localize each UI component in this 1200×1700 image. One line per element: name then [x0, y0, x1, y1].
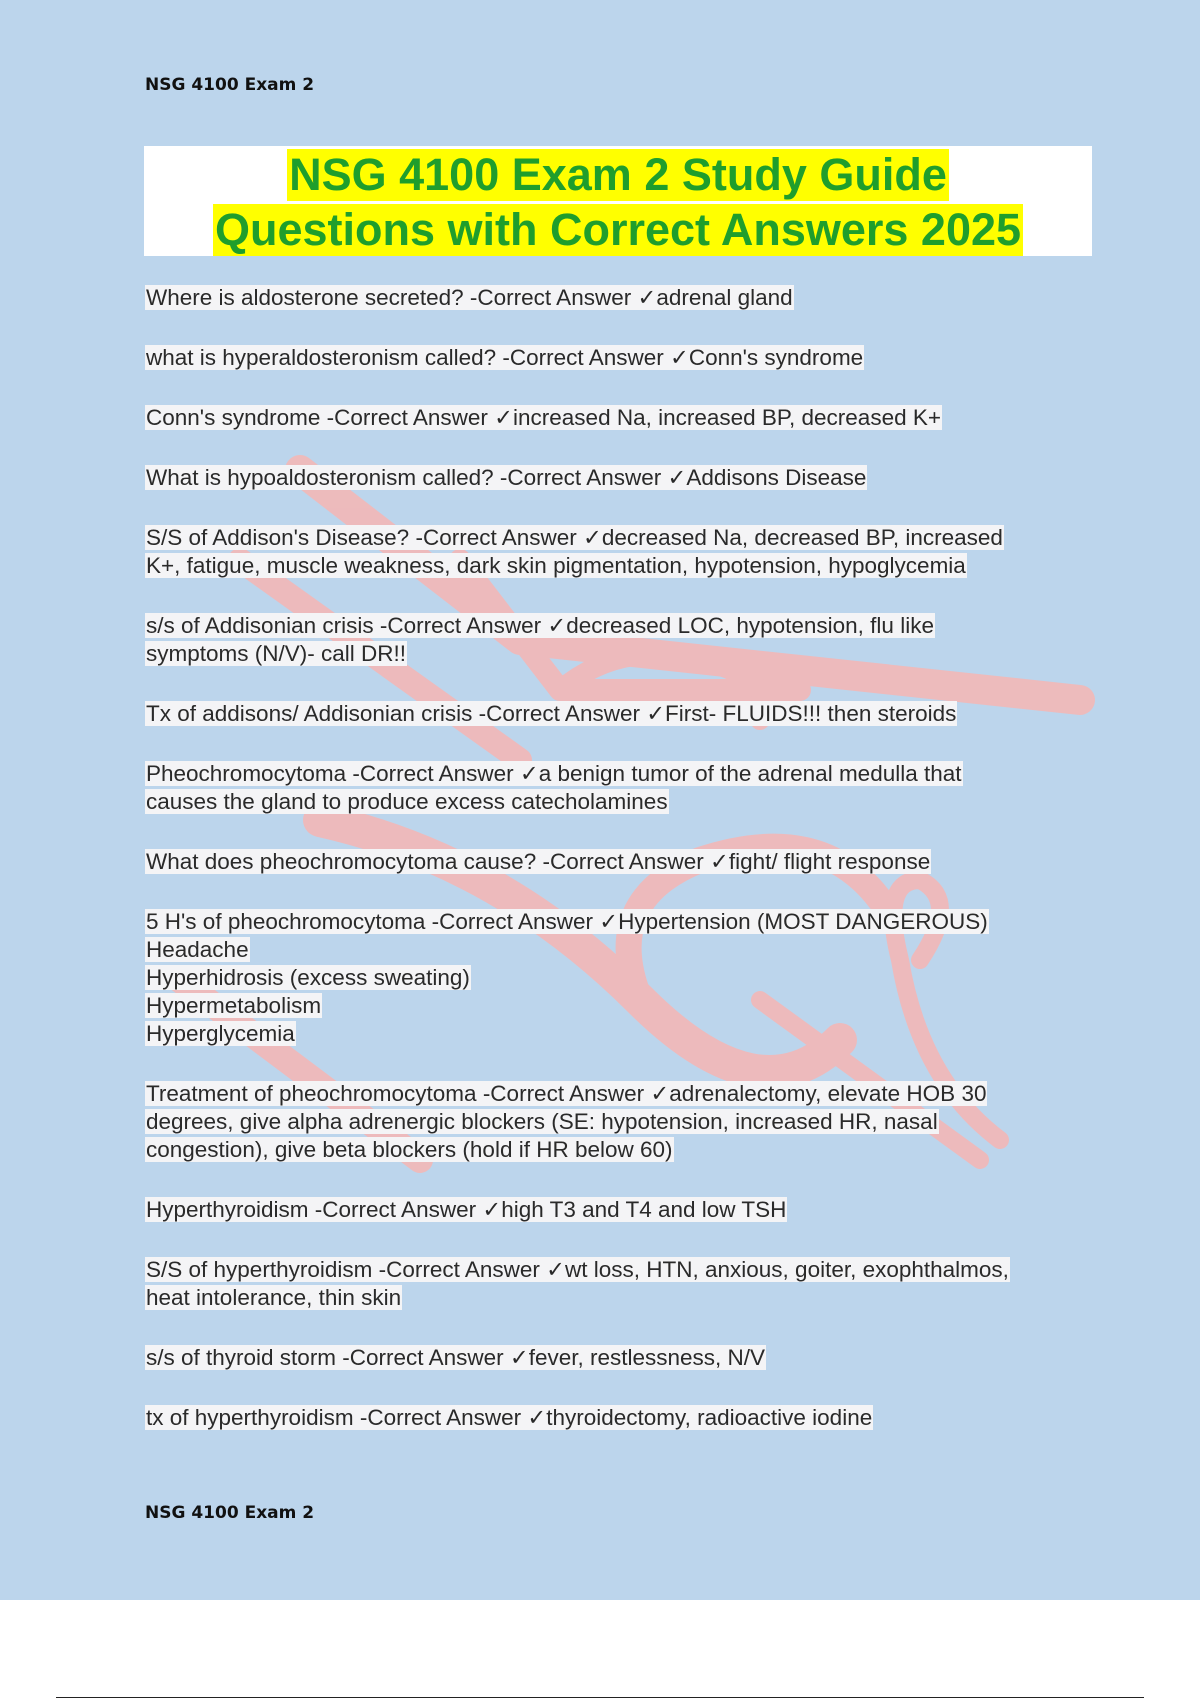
- qa-line: [145, 552, 1085, 580]
- qa-line: [145, 1196, 1085, 1224]
- qa-text: Treatment of pheochromocytoma -Correct Answer ✓adrenalectomy, elevate HOB 30: [146, 1081, 987, 1106]
- qa-line: [145, 1256, 1085, 1284]
- qa-item: [145, 1404, 1085, 1432]
- qa-text: What is hypoaldosteronism called? -Correct Answer ✓Addisons Disease: [146, 465, 867, 490]
- qa-line: [145, 1136, 1085, 1164]
- qa-item: [145, 1080, 1085, 1164]
- qa-text: Pheochromocytoma -Correct Answer ✓a benign tumor of the adrenal medulla that: [146, 761, 962, 786]
- qa-item: [145, 760, 1085, 816]
- qa-line: [145, 344, 1085, 372]
- qa-text: What does pheochromocytoma cause? -Correct Answer ✓fight/ flight response: [146, 849, 931, 874]
- qa-text: Hyperhidrosis (excess sweating): [146, 965, 470, 990]
- title-line-1: NSG 4100 Exam 2 Study Guide: [289, 149, 947, 200]
- qa-item: [145, 908, 1085, 1048]
- qa-line: [145, 964, 1085, 992]
- qa-text: heat intolerance, thin skin: [146, 1285, 402, 1310]
- qa-text: causes the gland to produce excess catecholamines: [146, 789, 668, 814]
- qa-text: tx of hyperthyroidism -Correct Answer ✓thyroidectomy, radioactive iodine: [146, 1405, 873, 1430]
- qa-item: [145, 464, 1085, 492]
- qa-text: what is hyperaldosteronism called? -Correct Answer ✓Conn's syndrome: [146, 345, 864, 370]
- qa-text: Hyperglycemia: [146, 1021, 295, 1046]
- qa-line: [145, 908, 1085, 936]
- qa-line: [145, 524, 1085, 552]
- document-title: [144, 146, 1092, 256]
- qa-text: Hyperthyroidism -Correct Answer ✓high T3 and T4 and low TSH: [146, 1197, 787, 1222]
- qa-item: [145, 848, 1085, 876]
- qa-text: K+, fatigue, muscle weakness, dark skin pigmentation, hypotension, hypoglycemia: [146, 553, 966, 578]
- qa-text: S/S of hyperthyroidism -Correct Answer ✓wt loss, HTN, anxious, goiter, exophthalmos,: [146, 1257, 1009, 1282]
- qa-text: s/s of thyroid storm -Correct Answer ✓fever, restlessness, N/V: [146, 1345, 766, 1370]
- qa-line: [145, 936, 1085, 964]
- qa-text: Hypermetabolism: [146, 993, 322, 1018]
- qa-line: [145, 404, 1085, 432]
- qa-text: Headache: [146, 937, 249, 962]
- qa-line: [145, 1020, 1085, 1048]
- qa-line: [145, 788, 1085, 816]
- qa-list: [145, 284, 1085, 1464]
- qa-text: Tx of addisons/ Addisonian crisis -Correct Answer ✓First- FLUIDS!!! then steroids: [146, 701, 957, 726]
- qa-line: [145, 612, 1085, 640]
- qa-line: [145, 1404, 1085, 1432]
- qa-line: [145, 464, 1085, 492]
- qa-line: [145, 1344, 1085, 1372]
- qa-item: [145, 1344, 1085, 1372]
- page-divider: [56, 1697, 1144, 1698]
- qa-item: [145, 404, 1085, 432]
- title-line-2: Questions with Correct Answers 2025: [214, 204, 1022, 255]
- qa-text: s/s of Addisonian crisis -Correct Answer ✓decreased LOC, hypotension, flu like: [146, 613, 934, 638]
- qa-item: [145, 700, 1085, 728]
- qa-text: Where is aldosterone secreted? -Correct Answer ✓adrenal gland: [146, 285, 793, 310]
- qa-text: S/S of Addison's Disease? -Correct Answer ✓decreased Na, decreased BP, increased: [146, 525, 1003, 550]
- qa-text: congestion), give beta blockers (hold if HR below 60): [146, 1137, 673, 1162]
- qa-line: [145, 1080, 1085, 1108]
- qa-item: [145, 612, 1085, 668]
- qa-line: [145, 284, 1085, 312]
- running-footer: NSG 4100 Exam 2: [145, 1503, 315, 1523]
- qa-text: 5 H's of pheochromocytoma -Correct Answer ✓Hypertension (MOST DANGEROUS): [146, 909, 988, 934]
- qa-line: [145, 848, 1085, 876]
- qa-item: [145, 524, 1085, 580]
- qa-line: [145, 640, 1085, 668]
- qa-text: symptoms (N/V)- call DR!!: [146, 641, 407, 666]
- qa-item: [145, 1196, 1085, 1224]
- running-header: NSG 4100 Exam 2: [145, 75, 315, 95]
- qa-line: [145, 760, 1085, 788]
- qa-item: [145, 344, 1085, 372]
- qa-item: [145, 1256, 1085, 1312]
- qa-line: [145, 992, 1085, 1020]
- qa-line: [145, 700, 1085, 728]
- qa-text: Conn's syndrome -Correct Answer ✓increased Na, increased BP, decreased K+: [146, 405, 941, 430]
- qa-line: [145, 1108, 1085, 1136]
- qa-text: degrees, give alpha adrenergic blockers (SE: hypotension, increased HR, nasal: [146, 1109, 938, 1134]
- qa-line: [145, 1284, 1085, 1312]
- qa-item: [145, 284, 1085, 312]
